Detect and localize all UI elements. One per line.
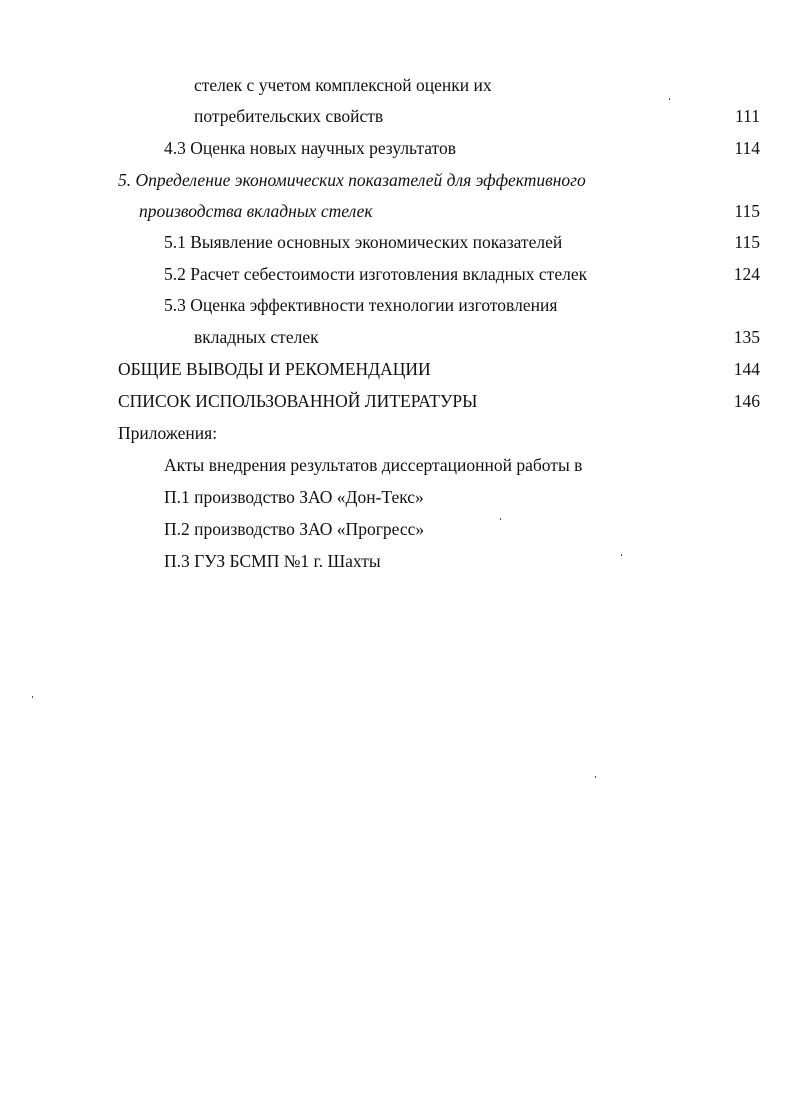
toc-chapter-heading: 5. Определение экономических показателей для эффективного: [118, 170, 586, 190]
toc-section-heading: СПИСОК ИСПОЛЬЗОВАННОЙ ЛИТЕРАТУРЫ: [118, 391, 478, 411]
toc-page-number: 115: [734, 201, 760, 221]
toc-entry-text: 5.1 Выявление основных экономических показателей: [164, 232, 563, 252]
toc-page-number: 124: [733, 264, 760, 284]
toc-entry-text: 4.3 Оценка новых научных результатов: [164, 138, 456, 158]
toc-page-number: 111: [735, 106, 760, 126]
scan-speck: [595, 776, 596, 778]
toc-page-number: 135: [733, 327, 760, 347]
toc-appendix-heading: Приложения:: [118, 423, 218, 443]
scan-speck: [32, 696, 33, 698]
toc-entry-text: потребительских свойств: [194, 106, 384, 126]
toc-section-heading: ОБЩИЕ ВЫВОДЫ И РЕКОМЕНДАЦИИ: [118, 359, 431, 379]
toc-appendix-item: П.2 производство ЗАО «Прогресс»: [164, 519, 425, 539]
toc-appendix-text: Акты внедрения результатов диссертационной работы в: [164, 455, 583, 475]
toc-appendix-item: П.1 производство ЗАО «Дон-Текс»: [164, 487, 424, 507]
toc-entry-text: стелек с учетом комплексной оценки их: [194, 75, 492, 95]
scan-speck: [621, 554, 622, 556]
scan-speck: [500, 518, 501, 520]
toc-entry-text: вкладных стелек: [194, 327, 319, 347]
toc-entry-text: 5.3 Оценка эффективности технологии изготовления: [164, 295, 558, 315]
toc-chapter-heading: производства вкладных стелек: [139, 201, 373, 221]
scan-speck: [669, 98, 670, 100]
toc-page-number: 114: [734, 138, 760, 158]
toc-page-number: 144: [733, 359, 760, 379]
toc-appendix-item: П.3 ГУЗ БСМП №1 г. Шахты: [164, 551, 381, 571]
toc-page-number: 115: [734, 232, 760, 252]
toc-entry-text: 5.2 Расчет себестоимости изготовления вкладных стелек: [164, 264, 588, 284]
toc-page-number: 146: [733, 391, 760, 411]
